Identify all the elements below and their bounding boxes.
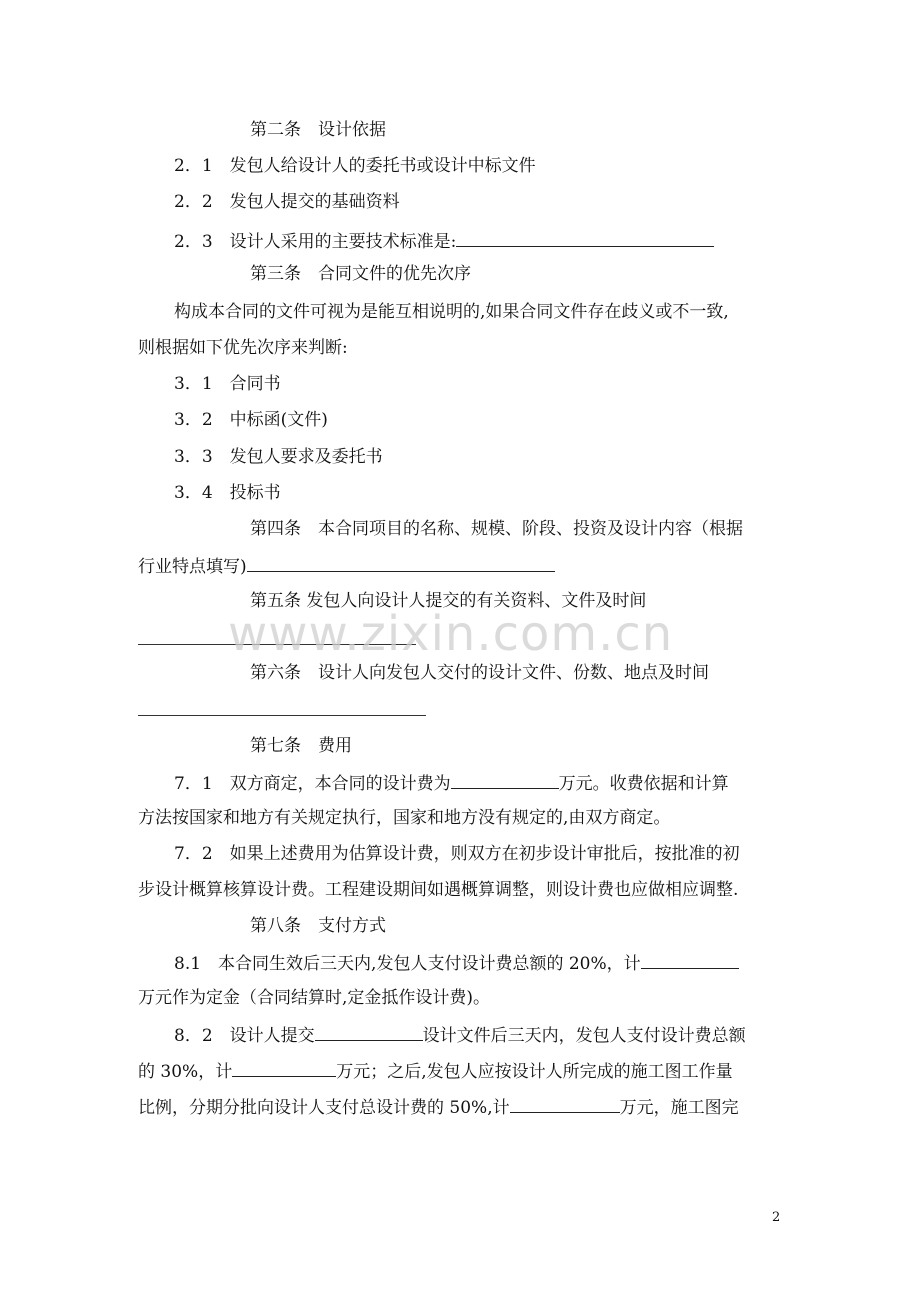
article-4-heading-line-1: 第四条 本合同项目的名称、规模、阶段、投资及设计内容（根据 (250, 519, 743, 539)
article-8-item-1-line-1 (174, 950, 739, 976)
watermark: www.zixin.com.cn (228, 606, 674, 662)
article-2-item-2: 2．2 发包人提交的基础资料 (174, 192, 400, 212)
article-8-item-2-line-2 (138, 1058, 733, 1084)
article-6-fill-line[interactable] (138, 715, 426, 716)
fill-in-blank[interactable] (247, 553, 555, 572)
article-7-item-1-text-a: 7．1 双方商定，本合同的设计费为 (174, 774, 451, 794)
article-8-item-2-line-3-text-a: 比例，分期分批向设计人支付总设计费的 50%,计 (138, 1098, 510, 1118)
article-3-item-1: 3．1 合同书 (174, 374, 281, 394)
article-8-item-2-line-1 (174, 1022, 746, 1048)
article-8-item-2-line-2-text-a: 的 30%，计 (138, 1062, 233, 1082)
article-3-paragraph-line-2: 则根据如下优先次序来判断: (138, 338, 348, 358)
article-8-item-2-line-2-text-b: 万元；之后,发包人应按设计人所完成的施工图工作量 (336, 1062, 733, 1082)
article-2-item-3 (174, 228, 714, 254)
article-8-item-2-line-3-text-b: 万元，施工图完 (619, 1098, 739, 1118)
article-2-item-3-text: 2．3 设计人采用的主要技术标准是: (174, 232, 457, 252)
payment-30-blank[interactable] (232, 1058, 336, 1077)
article-2-heading: 第二条 设计依据 (250, 120, 386, 140)
article-2-item-1: 2．1 发包人给设计人的委托书或设计中标文件 (174, 156, 536, 176)
article-3-item-3: 3．3 发包人要求及委托书 (174, 447, 383, 467)
design-fee-blank[interactable] (451, 770, 559, 789)
article-8-item-2-text-b: 设计文件后三天内，发包人支付设计费总额 (422, 1026, 746, 1046)
article-8-item-1-text: 8.1 本合同生效后三天内,发包人支付设计费总额的 20%，计 (174, 954, 641, 974)
article-7-item-2-line-2: 步设计概算核算设计费。工程建设期间如遇概算调整，则设计费也应做相应调整. (138, 880, 739, 900)
article-6-heading: 第六条 设计人向发包人交付的设计文件、份数、地点及时间 (250, 663, 709, 683)
article-7-item-1-text-b: 万元。收费依据和计算 (558, 774, 729, 794)
article-3-item-4: 3．4 投标书 (174, 483, 281, 503)
article-3-heading: 第三条 合同文件的优先次序 (250, 264, 471, 284)
article-4-heading-line-2-text: 行业特点填写) (138, 557, 247, 577)
article-7-item-1-line-2: 方法按国家和地方有关规定执行，国家和地方没有规定的,由双方商定。 (138, 808, 671, 828)
article-3-item-2: 3．2 中标函(文件) (174, 410, 328, 430)
article-7-heading: 第七条 费用 (250, 736, 352, 756)
article-7-item-2-line-1: 7．2 如果上述费用为估算设计费，则双方在初步设计审批后，按批准的初 (174, 844, 740, 864)
fill-in-blank[interactable] (456, 228, 714, 247)
article-8-item-2-line-3 (138, 1094, 739, 1120)
article-8-item-2-text-a: 8．2 设计人提交 (174, 1026, 315, 1046)
article-4-heading-line-2 (138, 553, 555, 579)
payment-50-blank[interactable] (510, 1094, 620, 1113)
article-3-paragraph-line-1: 构成本合同的文件可视为是能互相说明的,如果合同文件存在歧义或不一致, (174, 302, 729, 322)
article-5-heading: 第五条 发包人向设计人提交的有关资料、文件及时间 (250, 591, 647, 611)
page-number: 2 (772, 1210, 781, 1225)
deposit-amount-blank[interactable] (641, 950, 739, 969)
article-8-heading: 第八条 支付方式 (250, 916, 386, 936)
design-document-blank[interactable] (315, 1022, 423, 1041)
article-8-item-1-line-2: 万元作为定金（合同结算时,定金抵作设计费)。 (138, 988, 491, 1008)
article-7-item-1-line-1 (174, 770, 729, 796)
